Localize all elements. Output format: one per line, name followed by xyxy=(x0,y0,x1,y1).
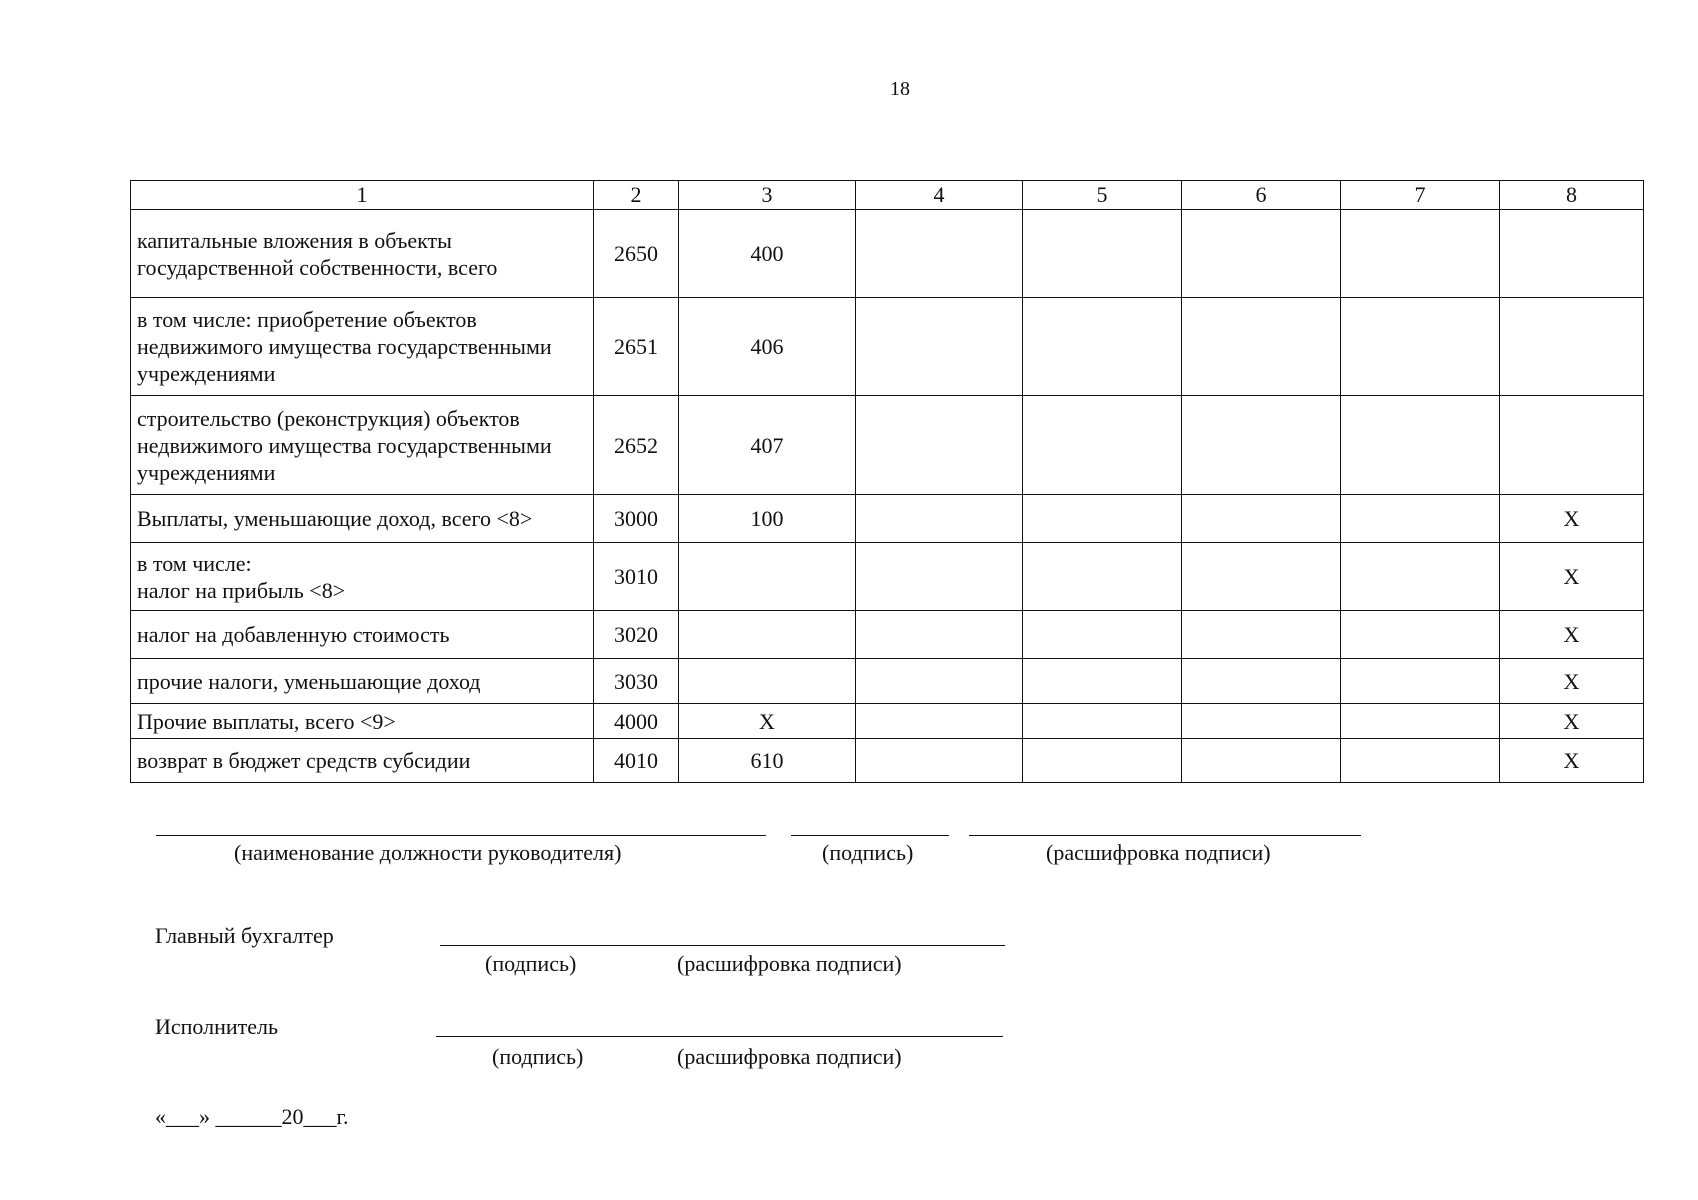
row-cell-8: X xyxy=(1500,543,1644,611)
column-header-4: 4 xyxy=(856,181,1023,210)
row-kbk: 100 xyxy=(679,495,856,543)
row-code: 4000 xyxy=(594,704,679,739)
row-name: Прочие выплаты, всего <9> xyxy=(131,704,594,739)
chief-signature-caption: (подпись) xyxy=(485,951,577,976)
row-cell-8: X xyxy=(1500,739,1644,783)
row-cell-7 xyxy=(1341,396,1500,495)
page-number: 18 xyxy=(890,78,910,100)
row-cell-7 xyxy=(1341,611,1500,659)
column-header-8: 8 xyxy=(1500,181,1644,210)
chief-accountant-label: Главный бухгалтер xyxy=(155,923,334,948)
row-cell-5 xyxy=(1023,298,1182,396)
executor-signature-caption: (подпись) xyxy=(492,1044,584,1069)
row-code: 4010 xyxy=(594,739,679,783)
head-signature-caption: (подпись) xyxy=(822,840,914,865)
row-name: в том числе: приобретение объектов недвижимого имущества государственными учреждениями xyxy=(131,298,594,396)
row-cell-4 xyxy=(856,210,1023,298)
row-cell-6 xyxy=(1182,704,1341,739)
table-row xyxy=(131,611,1644,659)
row-cell-6 xyxy=(1182,396,1341,495)
row-name-line: в том числе: xyxy=(137,550,252,576)
row-cell-8: X xyxy=(1500,495,1644,543)
row-cell-6 xyxy=(1182,495,1341,543)
row-cell-5 xyxy=(1023,543,1182,611)
row-cell-6 xyxy=(1182,739,1341,783)
row-cell-4 xyxy=(856,396,1023,495)
column-header-7: 7 xyxy=(1341,181,1500,210)
row-cell-7 xyxy=(1341,210,1500,298)
date-line: «___» ______20___г. xyxy=(155,1104,349,1129)
column-header-6: 6 xyxy=(1182,181,1341,210)
row-name xyxy=(131,543,594,611)
table-row xyxy=(131,298,1644,396)
row-name: Выплаты, уменьшающие доход, всего <8> xyxy=(131,495,594,543)
head-decoding-caption: (расшифровка подписи) xyxy=(1046,840,1271,865)
row-cell-5 xyxy=(1023,210,1182,298)
report-table xyxy=(130,180,1644,783)
chief-decoding-caption: (расшифровка подписи) xyxy=(677,951,902,976)
row-cell-6 xyxy=(1182,298,1341,396)
executor-line xyxy=(436,1036,1003,1037)
row-cell-8 xyxy=(1500,396,1644,495)
row-name: капитальные вложения в объекты государственной собственности, всего xyxy=(131,210,594,298)
column-header-5: 5 xyxy=(1023,181,1182,210)
row-name: возврат в бюджет средств субсидии xyxy=(131,739,594,783)
row-cell-5 xyxy=(1023,495,1182,543)
row-kbk xyxy=(679,659,856,704)
row-code: 3030 xyxy=(594,659,679,704)
row-cell-6 xyxy=(1182,659,1341,704)
table-row xyxy=(131,495,1644,543)
row-kbk: 407 xyxy=(679,396,856,495)
row-cell-7 xyxy=(1341,495,1500,543)
row-cell-7 xyxy=(1341,298,1500,396)
head-position-line xyxy=(156,835,766,836)
row-cell-5 xyxy=(1023,611,1182,659)
row-cell-8: X xyxy=(1500,704,1644,739)
row-kbk: 400 xyxy=(679,210,856,298)
table-row xyxy=(131,210,1644,298)
table-row xyxy=(131,704,1644,739)
table-row xyxy=(131,659,1644,704)
executor-decoding-caption: (расшифровка подписи) xyxy=(677,1044,902,1069)
row-cell-8 xyxy=(1500,210,1644,298)
table-row xyxy=(131,739,1644,783)
head-position-caption: (наименование должности руководителя) xyxy=(234,840,622,865)
row-cell-4 xyxy=(856,298,1023,396)
row-cell-4 xyxy=(856,543,1023,611)
row-code: 3020 xyxy=(594,611,679,659)
row-cell-8: X xyxy=(1500,659,1644,704)
head-signature-line xyxy=(791,835,949,836)
row-kbk: X xyxy=(679,704,856,739)
row-name: налог на добавленную стоимость xyxy=(131,611,594,659)
column-header-3: 3 xyxy=(679,181,856,210)
row-name-line: налог на прибыль <8> xyxy=(137,577,346,603)
row-cell-5 xyxy=(1023,659,1182,704)
executor-label: Исполнитель xyxy=(155,1014,279,1039)
chief-accountant-line xyxy=(440,945,1005,946)
row-code: 3000 xyxy=(594,495,679,543)
row-cell-8: X xyxy=(1500,611,1644,659)
row-cell-5 xyxy=(1023,396,1182,495)
row-name: прочие налоги, уменьшающие доход xyxy=(131,659,594,704)
row-cell-7 xyxy=(1341,739,1500,783)
head-decoding-line xyxy=(969,835,1361,836)
row-cell-4 xyxy=(856,739,1023,783)
row-cell-7 xyxy=(1341,704,1500,739)
row-cell-6 xyxy=(1182,543,1341,611)
row-cell-4 xyxy=(856,659,1023,704)
header-row xyxy=(131,181,1644,210)
row-cell-4 xyxy=(856,704,1023,739)
row-cell-6 xyxy=(1182,611,1341,659)
table-row xyxy=(131,543,1644,611)
column-header-1: 1 xyxy=(131,181,594,210)
row-cell-5 xyxy=(1023,739,1182,783)
row-cell-4 xyxy=(856,611,1023,659)
row-kbk: 610 xyxy=(679,739,856,783)
row-cell-8 xyxy=(1500,298,1644,396)
table-row xyxy=(131,396,1644,495)
row-kbk: 406 xyxy=(679,298,856,396)
row-kbk xyxy=(679,611,856,659)
row-cell-5 xyxy=(1023,704,1182,739)
row-code: 2650 xyxy=(594,210,679,298)
row-cell-7 xyxy=(1341,659,1500,704)
row-kbk xyxy=(679,543,856,611)
row-cell-4 xyxy=(856,495,1023,543)
row-cell-7 xyxy=(1341,543,1500,611)
row-code: 2652 xyxy=(594,396,679,495)
row-code: 3010 xyxy=(594,543,679,611)
row-name: строительство (реконструкция) объектов недвижимого имущества государственными учреждениями xyxy=(131,396,594,495)
column-header-2: 2 xyxy=(594,181,679,210)
row-code: 2651 xyxy=(594,298,679,396)
row-cell-6 xyxy=(1182,210,1341,298)
